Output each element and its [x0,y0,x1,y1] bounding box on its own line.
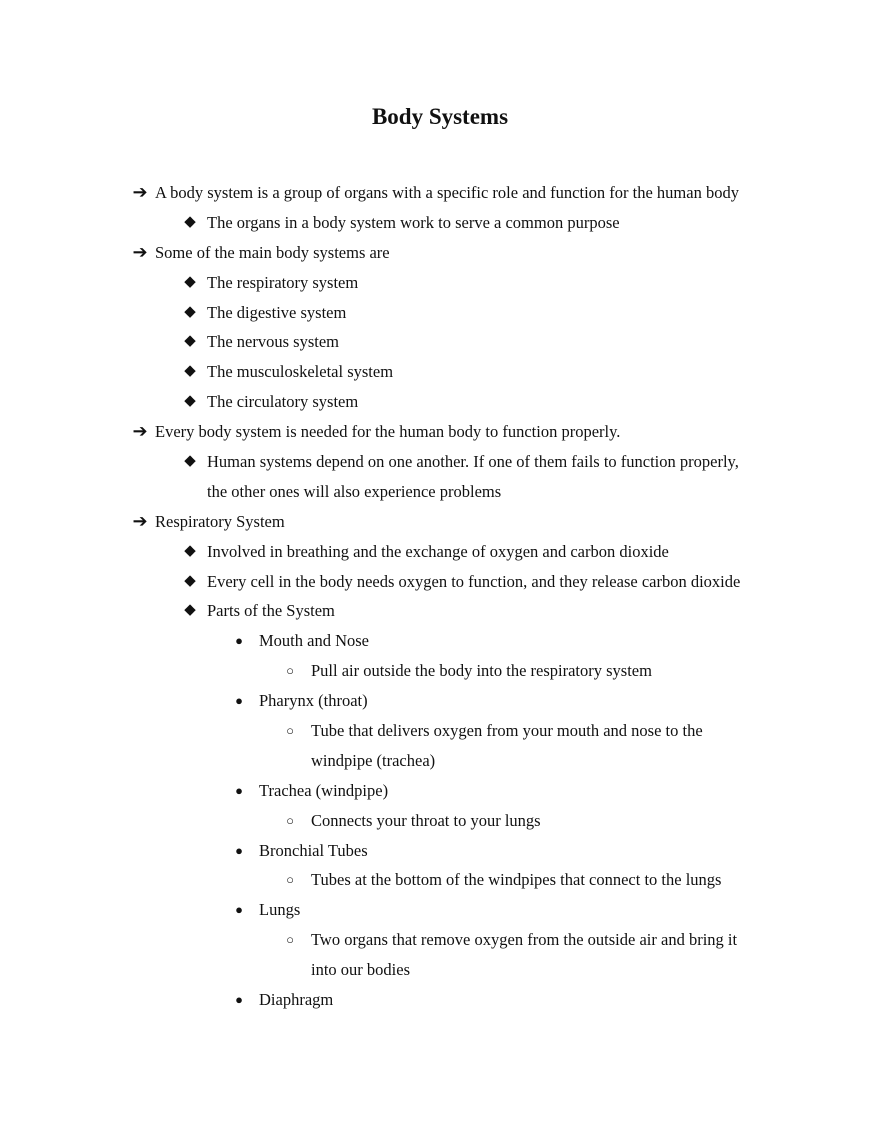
arrow-bullet-icon: ➔ [132,421,148,442]
outline-item-level-4 [0,955,880,985]
outline-item-text: Connects your throat to your lungs [311,810,541,830]
outline-item-text: Diaphragm [259,990,334,1010]
diamond-bullet-icon: ◆ [184,363,196,380]
outline-item-level-2 [0,208,880,238]
outline-item-level-2 [0,327,880,357]
outline-item-level-2 [0,477,880,507]
diamond-bullet-icon: ◆ [184,333,196,350]
outline-item-text: into our bodies [311,960,410,980]
dot-bullet-icon: ● [235,693,243,709]
circle-bullet-icon: ○ [286,872,294,888]
outline-list [0,178,880,1015]
outline-item-level-2 [0,357,880,387]
outline-item-text: The digestive system [207,302,347,322]
outline-item-level-3 [0,985,880,1015]
outline-item-text: Mouth and Nose [259,631,369,651]
outline-item-text: Involved in breathing and the exchange of oxygen and carbon dioxide [207,541,669,561]
outline-item-text: The circulatory system [207,392,359,412]
diamond-bullet-icon: ◆ [184,393,196,410]
diamond-bullet-icon: ◆ [184,213,196,230]
arrow-bullet-icon: ➔ [132,510,148,531]
outline-item-level-3 [0,626,880,656]
outline-item-text: windpipe (trachea) [311,750,436,770]
dot-bullet-icon: ● [235,782,243,798]
outline-item-text: The organs in a body system work to serve a common purpose [207,212,620,232]
circle-bullet-icon: ○ [286,723,294,739]
circle-bullet-icon: ○ [286,812,294,828]
outline-item-text: Every body system is needed for the human body to function properly. [155,422,621,442]
outline-item-level-2 [0,596,880,626]
outline-item-level-3 [0,836,880,866]
outline-item-level-1 [0,507,880,537]
outline-item-level-3 [0,686,880,716]
outline-item-level-3 [0,895,880,925]
outline-item-text: Parts of the System [207,601,335,621]
outline-item-level-2 [0,447,880,477]
diamond-bullet-icon: ◆ [184,303,196,320]
outline-item-level-3 [0,776,880,806]
dot-bullet-icon: ● [235,633,243,649]
outline-item-level-2 [0,537,880,567]
outline-item-level-4 [0,806,880,836]
arrow-bullet-icon: ➔ [132,241,148,262]
circle-bullet-icon: ○ [286,663,294,679]
outline-item-text: Tubes at the bottom of the windpipes that connect to the lungs [311,870,722,890]
outline-item-text: Pharynx (throat) [259,691,368,711]
diamond-bullet-icon: ◆ [184,572,196,589]
outline-item-text: Lungs [259,900,301,920]
outline-item-level-2 [0,567,880,597]
outline-item-level-2 [0,298,880,328]
outline-item-level-2 [0,387,880,417]
outline-item-level-2 [0,268,880,298]
outline-item-level-4 [0,746,880,776]
outline-item-text: The respiratory system [207,272,359,292]
outline-item-level-4 [0,716,880,746]
diamond-bullet-icon: ◆ [184,273,196,290]
outline-item-text: Respiratory System [155,511,285,531]
outline-item-text: Two organs that remove oxygen from the outside air and bring it [311,930,738,950]
outline-item-level-4 [0,865,880,895]
dot-bullet-icon: ● [235,842,243,858]
dot-bullet-icon: ● [235,992,243,1008]
outline-item-text: Tube that delivers oxygen from your mouth and nose to the [311,721,703,741]
arrow-bullet-icon: ➔ [132,182,148,202]
circle-bullet-icon: ○ [286,932,294,948]
diamond-bullet-icon: ◆ [184,542,196,559]
outline-item-text: Trachea (windpipe) [259,780,389,800]
outline-item-level-4 [0,656,880,686]
outline-item-text: The nervous system [207,332,339,352]
outline-item-level-1 [0,238,880,268]
diamond-bullet-icon: ◆ [184,453,196,470]
outline-item-text: A body system is a group of organs with a specific role and function for the human body [155,183,739,202]
dot-bullet-icon: ● [235,902,243,918]
outline-item-text: Bronchial Tubes [259,840,368,860]
outline-item-text: Some of the main body systems are [155,242,390,262]
outline-item-level-1 [0,178,880,208]
outline-item-text: Pull air outside the body into the respiratory system [311,661,652,681]
outline-item-text: the other ones will also experience problems [207,481,502,501]
outline-item-text: Human systems depend on one another. If one of them fails to function properly, [207,452,739,472]
outline-item-level-4 [0,925,880,955]
outline-item-text: The musculoskeletal system [207,362,394,382]
diamond-bullet-icon: ◆ [184,602,196,619]
outline-item-text: Every cell in the body needs oxygen to function, and they release carbon dioxide [207,571,741,591]
outline-item-level-1 [0,417,880,447]
page-title: Body Systems [371,104,509,129]
